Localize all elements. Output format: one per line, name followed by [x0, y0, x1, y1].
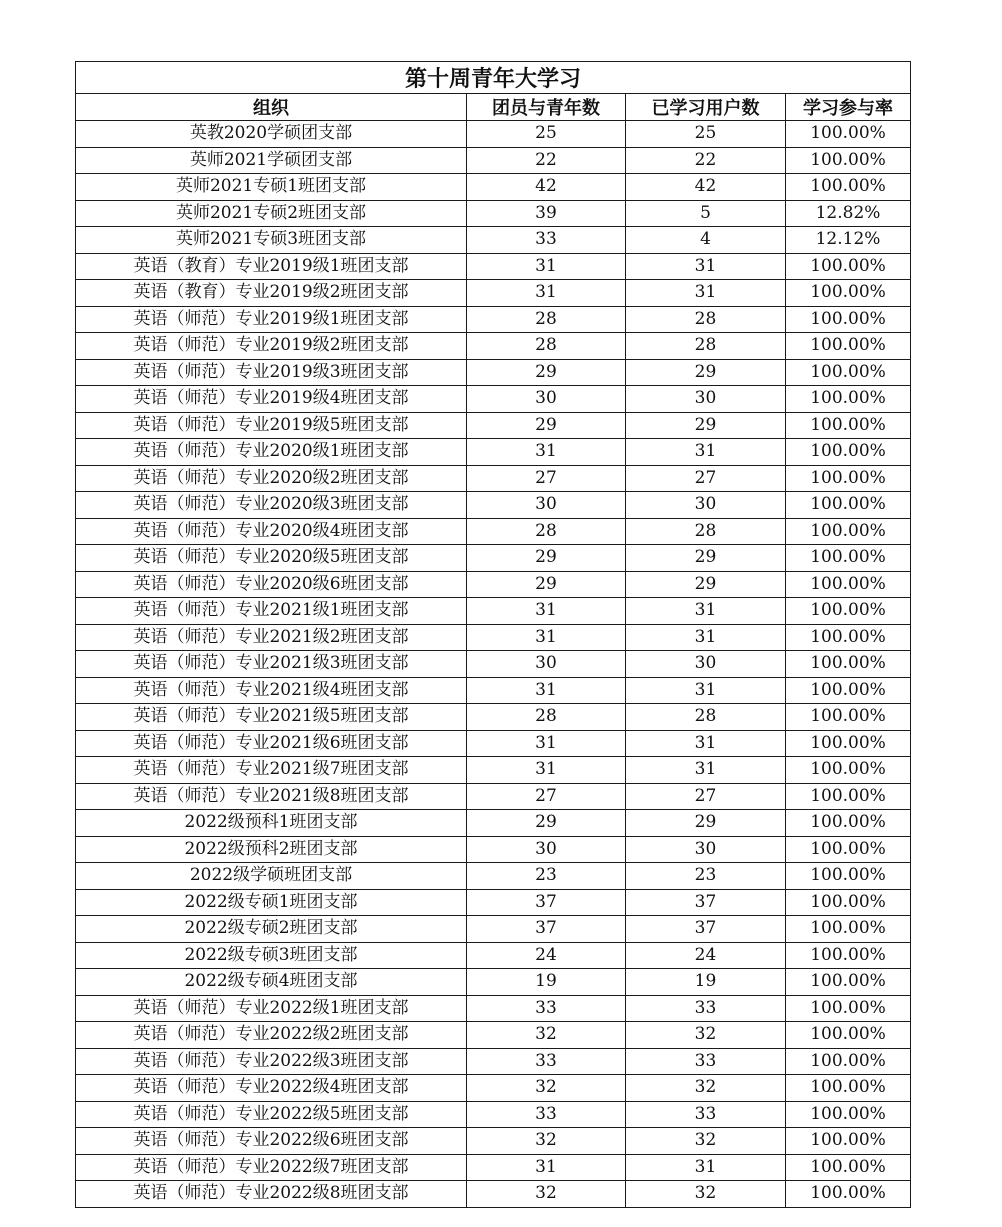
rate-cell: 100.00%	[786, 545, 911, 572]
learned-cell: 32	[626, 1022, 786, 1049]
members-cell: 27	[467, 783, 626, 810]
rate-cell: 100.00%	[786, 1048, 911, 1075]
table-row	[76, 598, 911, 625]
learned-cell: 28	[626, 704, 786, 731]
rate-cell: 12.12%	[786, 227, 911, 254]
table-row	[76, 863, 911, 890]
rate-cell: 100.00%	[786, 518, 911, 545]
members-cell: 24	[467, 942, 626, 969]
org-cell: 英语（师范）专业2019级4班团支部	[76, 386, 467, 413]
learned-cell: 29	[626, 810, 786, 837]
org-cell: 英语（师范）专业2022级3班团支部	[76, 1048, 467, 1075]
table-row	[76, 1075, 911, 1102]
learned-cell: 42	[626, 174, 786, 201]
members-cell: 28	[467, 518, 626, 545]
learned-cell: 30	[626, 386, 786, 413]
rate-cell: 100.00%	[786, 465, 911, 492]
org-cell: 英语（师范）专业2020级2班团支部	[76, 465, 467, 492]
table-row	[76, 306, 911, 333]
members-cell: 19	[467, 969, 626, 996]
learned-cell: 31	[626, 253, 786, 280]
table-row	[76, 836, 911, 863]
members-cell: 28	[467, 333, 626, 360]
rate-cell: 100.00%	[786, 306, 911, 333]
learned-cell: 31	[626, 598, 786, 625]
learned-cell: 32	[626, 1128, 786, 1155]
rate-cell: 100.00%	[786, 1128, 911, 1155]
rate-cell: 100.00%	[786, 1181, 911, 1208]
learned-cell: 28	[626, 333, 786, 360]
org-cell: 英教2020学硕团支部	[76, 121, 467, 148]
members-cell: 29	[467, 359, 626, 386]
org-cell: 2022级专硕3班团支部	[76, 942, 467, 969]
members-cell: 31	[467, 677, 626, 704]
rate-cell: 100.00%	[786, 730, 911, 757]
members-cell: 31	[467, 280, 626, 307]
table-row	[76, 1048, 911, 1075]
rate-cell: 100.00%	[786, 995, 911, 1022]
column-header-learned: 已学习用户数	[626, 94, 786, 121]
title-row	[76, 62, 911, 94]
rate-cell: 100.00%	[786, 492, 911, 519]
org-cell: 英师2021学硕团支部	[76, 147, 467, 174]
members-cell: 33	[467, 227, 626, 254]
column-header-org: 组织	[76, 94, 467, 121]
rate-cell: 100.00%	[786, 598, 911, 625]
learned-cell: 31	[626, 677, 786, 704]
learned-cell: 31	[626, 1154, 786, 1181]
members-cell: 37	[467, 916, 626, 943]
rate-cell: 100.00%	[786, 253, 911, 280]
org-cell: 英语（师范）专业2020级5班团支部	[76, 545, 467, 572]
learned-cell: 31	[626, 439, 786, 466]
members-cell: 30	[467, 651, 626, 678]
rate-cell: 100.00%	[786, 1154, 911, 1181]
rate-cell: 100.00%	[786, 571, 911, 598]
table-row	[76, 1154, 911, 1181]
members-cell: 31	[467, 1154, 626, 1181]
org-cell: 英师2021专硕2班团支部	[76, 200, 467, 227]
table-row	[76, 492, 911, 519]
members-cell: 33	[467, 1048, 626, 1075]
members-cell: 37	[467, 889, 626, 916]
rate-cell: 100.00%	[786, 916, 911, 943]
members-cell: 31	[467, 757, 626, 784]
org-cell: 2022级专硕2班团支部	[76, 916, 467, 943]
header-row	[76, 94, 911, 121]
learned-cell: 37	[626, 889, 786, 916]
learned-cell: 31	[626, 757, 786, 784]
table-row	[76, 200, 911, 227]
learned-cell: 29	[626, 545, 786, 572]
members-cell: 32	[467, 1075, 626, 1102]
learned-cell: 19	[626, 969, 786, 996]
org-cell: 英语（师范）专业2021级5班团支部	[76, 704, 467, 731]
table-row	[76, 942, 911, 969]
table-row	[76, 174, 911, 201]
table-row	[76, 1181, 911, 1208]
members-cell: 28	[467, 704, 626, 731]
table-row	[76, 757, 911, 784]
members-cell: 31	[467, 253, 626, 280]
table-row	[76, 147, 911, 174]
rate-cell: 100.00%	[786, 412, 911, 439]
rate-cell: 100.00%	[786, 386, 911, 413]
table-row	[76, 465, 911, 492]
study-participation-table	[75, 61, 911, 1208]
org-cell: 英语（师范）专业2022级6班团支部	[76, 1128, 467, 1155]
members-cell: 33	[467, 1101, 626, 1128]
org-cell: 2022级预科1班团支部	[76, 810, 467, 837]
rate-cell: 100.00%	[786, 810, 911, 837]
members-cell: 32	[467, 1181, 626, 1208]
members-cell: 31	[467, 598, 626, 625]
org-cell: 2022级学硕班团支部	[76, 863, 467, 890]
table-row	[76, 969, 911, 996]
learned-cell: 30	[626, 492, 786, 519]
org-cell: 英师2021专硕1班团支部	[76, 174, 467, 201]
learned-cell: 31	[626, 730, 786, 757]
org-cell: 英语（师范）专业2022级1班团支部	[76, 995, 467, 1022]
learned-cell: 30	[626, 651, 786, 678]
org-cell: 英语（师范）专业2022级5班团支部	[76, 1101, 467, 1128]
members-cell: 39	[467, 200, 626, 227]
members-cell: 29	[467, 412, 626, 439]
org-cell: 2022级专硕4班团支部	[76, 969, 467, 996]
members-cell: 42	[467, 174, 626, 201]
org-cell: 英语（师范）专业2022级7班团支部	[76, 1154, 467, 1181]
table-row	[76, 730, 911, 757]
learned-cell: 31	[626, 624, 786, 651]
rate-cell: 100.00%	[786, 836, 911, 863]
table-row	[76, 810, 911, 837]
members-cell: 31	[467, 730, 626, 757]
learned-cell: 32	[626, 1181, 786, 1208]
members-cell: 28	[467, 306, 626, 333]
learned-cell: 22	[626, 147, 786, 174]
table-row	[76, 889, 911, 916]
members-cell: 32	[467, 1128, 626, 1155]
learned-cell: 4	[626, 227, 786, 254]
members-cell: 30	[467, 492, 626, 519]
members-cell: 30	[467, 386, 626, 413]
column-header-rate: 学习参与率	[786, 94, 911, 121]
members-cell: 27	[467, 465, 626, 492]
org-cell: 2022级专硕1班团支部	[76, 889, 467, 916]
members-cell: 29	[467, 545, 626, 572]
rate-cell: 100.00%	[786, 757, 911, 784]
org-cell: 英师2021专硕3班团支部	[76, 227, 467, 254]
org-cell: 英语（师范）专业2019级2班团支部	[76, 333, 467, 360]
learned-cell: 5	[626, 200, 786, 227]
org-cell: 英语（师范）专业2022级2班团支部	[76, 1022, 467, 1049]
rate-cell: 100.00%	[786, 704, 911, 731]
table-row	[76, 1128, 911, 1155]
learned-cell: 30	[626, 836, 786, 863]
learned-cell: 28	[626, 306, 786, 333]
table-body	[76, 121, 911, 1208]
rate-cell: 100.00%	[786, 863, 911, 890]
column-header-members: 团员与青年数	[467, 94, 626, 121]
rate-cell: 100.00%	[786, 333, 911, 360]
rate-cell: 100.00%	[786, 677, 911, 704]
learned-cell: 31	[626, 280, 786, 307]
org-cell: 英语（师范）专业2021级7班团支部	[76, 757, 467, 784]
learned-cell: 33	[626, 1048, 786, 1075]
org-cell: 英语（师范）专业2021级2班团支部	[76, 624, 467, 651]
table-row	[76, 783, 911, 810]
table-row	[76, 677, 911, 704]
table-row	[76, 412, 911, 439]
org-cell: 英语（师范）专业2022级4班团支部	[76, 1075, 467, 1102]
members-cell: 23	[467, 863, 626, 890]
table-row	[76, 651, 911, 678]
org-cell: 英语（师范）专业2022级8班团支部	[76, 1181, 467, 1208]
org-cell: 英语（师范）专业2021级1班团支部	[76, 598, 467, 625]
rate-cell: 100.00%	[786, 889, 911, 916]
learned-cell: 29	[626, 359, 786, 386]
learned-cell: 27	[626, 783, 786, 810]
org-cell: 英语（教育）专业2019级1班团支部	[76, 253, 467, 280]
org-cell: 英语（师范）专业2020级6班团支部	[76, 571, 467, 598]
members-cell: 33	[467, 995, 626, 1022]
table-row	[76, 916, 911, 943]
table-row	[76, 227, 911, 254]
members-cell: 29	[467, 571, 626, 598]
learned-cell: 32	[626, 1075, 786, 1102]
table-title: 第十周青年大学习	[76, 62, 911, 94]
learned-cell: 33	[626, 1101, 786, 1128]
members-cell: 31	[467, 624, 626, 651]
table-row	[76, 333, 911, 360]
rate-cell: 100.00%	[786, 439, 911, 466]
org-cell: 英语（师范）专业2020级3班团支部	[76, 492, 467, 519]
learned-cell: 25	[626, 121, 786, 148]
rate-cell: 100.00%	[786, 1075, 911, 1102]
learned-cell: 29	[626, 412, 786, 439]
rate-cell: 100.00%	[786, 1022, 911, 1049]
rate-cell: 100.00%	[786, 174, 911, 201]
org-cell: 英语（师范）专业2019级3班团支部	[76, 359, 467, 386]
table-row	[76, 359, 911, 386]
members-cell: 31	[467, 439, 626, 466]
table-row	[76, 1022, 911, 1049]
org-cell: 英语（师范）专业2020级4班团支部	[76, 518, 467, 545]
learned-cell: 28	[626, 518, 786, 545]
learned-cell: 23	[626, 863, 786, 890]
rate-cell: 100.00%	[786, 1101, 911, 1128]
table-row	[76, 253, 911, 280]
table-row	[76, 439, 911, 466]
rate-cell: 100.00%	[786, 651, 911, 678]
rate-cell: 100.00%	[786, 624, 911, 651]
rate-cell: 100.00%	[786, 783, 911, 810]
table-row	[76, 704, 911, 731]
rate-cell: 100.00%	[786, 359, 911, 386]
org-cell: 英语（师范）专业2020级1班团支部	[76, 439, 467, 466]
learned-cell: 29	[626, 571, 786, 598]
org-cell: 英语（教育）专业2019级2班团支部	[76, 280, 467, 307]
table-row	[76, 624, 911, 651]
members-cell: 32	[467, 1022, 626, 1049]
rate-cell: 100.00%	[786, 942, 911, 969]
org-cell: 2022级预科2班团支部	[76, 836, 467, 863]
table-row	[76, 121, 911, 148]
members-cell: 22	[467, 147, 626, 174]
learned-cell: 27	[626, 465, 786, 492]
table-row	[76, 571, 911, 598]
org-cell: 英语（师范）专业2021级3班团支部	[76, 651, 467, 678]
members-cell: 25	[467, 121, 626, 148]
table-row	[76, 518, 911, 545]
learned-cell: 33	[626, 995, 786, 1022]
learned-cell: 37	[626, 916, 786, 943]
table-row	[76, 545, 911, 572]
table-row	[76, 280, 911, 307]
table-row	[76, 995, 911, 1022]
org-cell: 英语（师范）专业2019级1班团支部	[76, 306, 467, 333]
table-row	[76, 386, 911, 413]
org-cell: 英语（师范）专业2021级6班团支部	[76, 730, 467, 757]
rate-cell: 100.00%	[786, 280, 911, 307]
org-cell: 英语（师范）专业2019级5班团支部	[76, 412, 467, 439]
rate-cell: 100.00%	[786, 147, 911, 174]
org-cell: 英语（师范）专业2021级4班团支部	[76, 677, 467, 704]
members-cell: 30	[467, 836, 626, 863]
rate-cell: 12.82%	[786, 200, 911, 227]
rate-cell: 100.00%	[786, 121, 911, 148]
table-row	[76, 1101, 911, 1128]
org-cell: 英语（师范）专业2021级8班团支部	[76, 783, 467, 810]
learned-cell: 24	[626, 942, 786, 969]
rate-cell: 100.00%	[786, 969, 911, 996]
members-cell: 29	[467, 810, 626, 837]
